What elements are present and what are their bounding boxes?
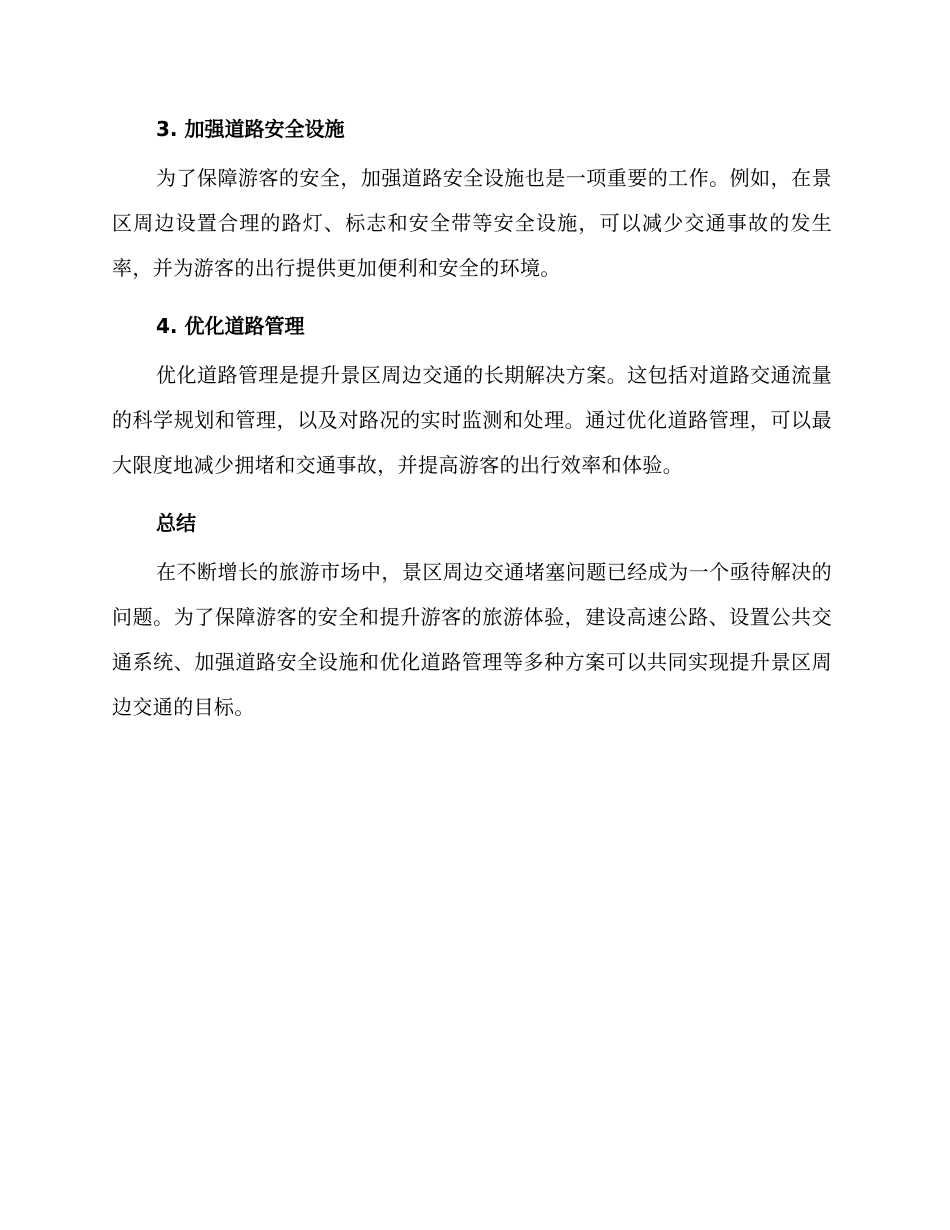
section-heading-summary: 总结 bbox=[156, 511, 196, 535]
section-heading-road-management: 4. 优化道路管理 bbox=[156, 314, 305, 338]
section-heading-road-safety: 3. 加强道路安全设施 bbox=[156, 117, 345, 141]
section-paragraph-summary: 在不断增长的旅游市场中，景区周边交通堵塞问题已经成为一个亟待解决的问题。为了保障游客的安全和提升游客的旅游体验，建设高速公路、设置公共交通系统、加强道路安全设施和优化道路管理等多种方案可以共同实现提升景区周边交通的目标。 bbox=[112, 560, 832, 719]
section-paragraph-road-management: 优化道路管理是提升景区周边交通的长期解决方案。这包括对道路交通流量的科学规划和管理，以及对路况的实时监测和处理。通过优化道路管理，可以最大限度地减少拥堵和交通事故，并提高游客的出行效率和体验。 bbox=[112, 363, 832, 477]
document-body bbox=[112, 112, 832, 748]
section-paragraph-road-safety: 为了保障游客的安全，加强道路安全设施也是一项重要的工作。例如，在景区周边设置合理的路灯、标志和安全带等安全设施，可以减少交通事故的发生率，并为游客的出行提供更加便利和安全的环境。 bbox=[112, 166, 832, 280]
